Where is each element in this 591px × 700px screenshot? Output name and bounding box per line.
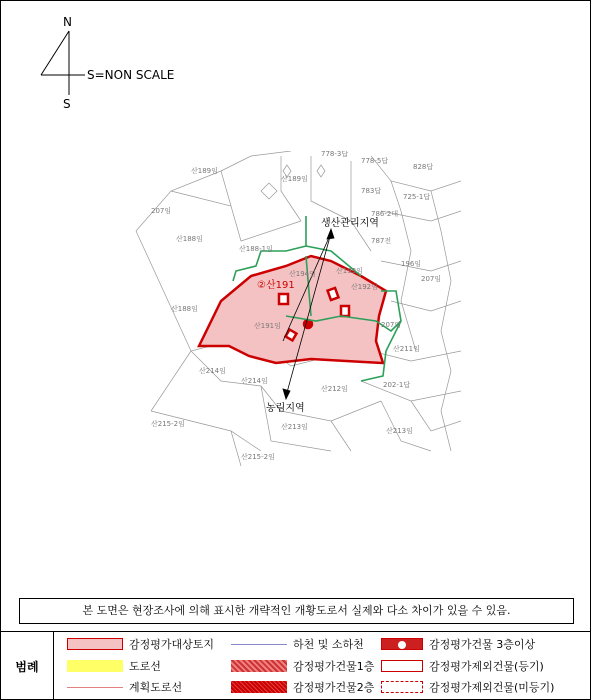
parcel-label: 778-5답 <box>361 157 389 165</box>
south-label: S <box>63 97 71 111</box>
parcel-label: 207임 <box>421 275 442 283</box>
parcel-label: 196임 <box>401 260 422 268</box>
parcel-label: 778-3답 <box>321 151 349 158</box>
parcel-label: 산215-2임 <box>151 420 185 428</box>
parcel-label: 산213임 <box>281 423 308 431</box>
legend-item-target-land: 감정평가대상토지 <box>67 634 214 654</box>
parcel-label: 725-1답 <box>403 193 431 201</box>
legend-title: 범례 <box>1 632 54 700</box>
parcel-label: 828답 <box>413 163 434 171</box>
parcel-label: 산192임 <box>351 283 378 291</box>
cadastral-map <box>131 151 461 466</box>
legend-item-building-1f: 감정평가건물1층 <box>231 656 374 676</box>
legend-item-excluded-unregistered: 감정평가제외건물(미등기) <box>381 677 554 697</box>
target-land-swatch <box>67 638 123 650</box>
zone-label-bottom: 농림지역 <box>266 403 305 414</box>
building-2f-swatch <box>231 681 287 693</box>
legend-item-building-3f: 감정평가건물 3층이상 <box>381 634 535 654</box>
building-4 <box>328 288 339 300</box>
parcel-label: 783답 <box>361 187 382 195</box>
parcel-label: 산191임 <box>254 322 281 330</box>
building-1f-swatch <box>231 660 287 672</box>
parcel-label: 산214임 <box>199 367 226 375</box>
parcel-label: 산188임 <box>176 235 203 243</box>
parcel-label: 산194임 <box>289 270 316 278</box>
parcel-label: 산211임 <box>393 345 420 353</box>
building-1 <box>279 294 288 304</box>
planned-road-swatch <box>67 687 123 688</box>
north-arrow-icon <box>31 13 191 113</box>
legend-item-excluded-registered: 감정평가제외건물(등기) <box>381 656 544 676</box>
north-label: N <box>63 15 72 29</box>
parcel-label: 산189임 <box>281 175 308 183</box>
target-parcel-label: ②산191 <box>257 280 295 291</box>
legend-item-building-2f: 감정평가건물2층 <box>231 677 374 697</box>
scale-label: S=NON SCALE <box>87 68 175 82</box>
notice-box: 본 도면은 현장조사에 의해 표시한 개략적인 개황도로서 실제와 다소 차이가 있을 수 있음. <box>19 598 574 624</box>
road-swatch <box>67 660 123 672</box>
parcel-label: 786-2대 <box>371 210 399 218</box>
building-2 <box>341 306 349 316</box>
parcel-label: 산213임 <box>386 427 413 435</box>
building-3f-circle-icon <box>398 641 406 649</box>
parcel-label: 산215-2임 <box>241 453 275 461</box>
building-3f-swatch <box>381 638 423 650</box>
parcel-label: 207임 <box>151 207 172 215</box>
parcel-label: 산214임 <box>241 377 268 385</box>
parcel-label: 산193임 <box>336 267 363 275</box>
excluded-unregistered-swatch <box>381 681 423 693</box>
parcel-label: 207임 <box>381 321 402 329</box>
north-arrow <box>31 13 191 113</box>
zone-label-top: 생산관리지역 <box>321 218 379 229</box>
legend-item-river: 하천 및 소하천 <box>231 634 364 654</box>
excluded-registered-swatch <box>381 660 423 672</box>
river-swatch <box>231 644 287 645</box>
parcel-label: 산188임 <box>171 305 198 313</box>
parcel-label: 산188-1임 <box>239 245 273 253</box>
legend <box>1 631 590 700</box>
parcel-label: 산189임 <box>191 167 218 175</box>
legend-item-road: 도로선 <box>67 656 161 676</box>
parcel-label: 787전 <box>371 237 392 245</box>
legend-item-planned-road: 계획도로선 <box>67 677 182 697</box>
parcel-label: 202-1답 <box>383 381 411 389</box>
parcel-label: 산212임 <box>321 385 348 393</box>
